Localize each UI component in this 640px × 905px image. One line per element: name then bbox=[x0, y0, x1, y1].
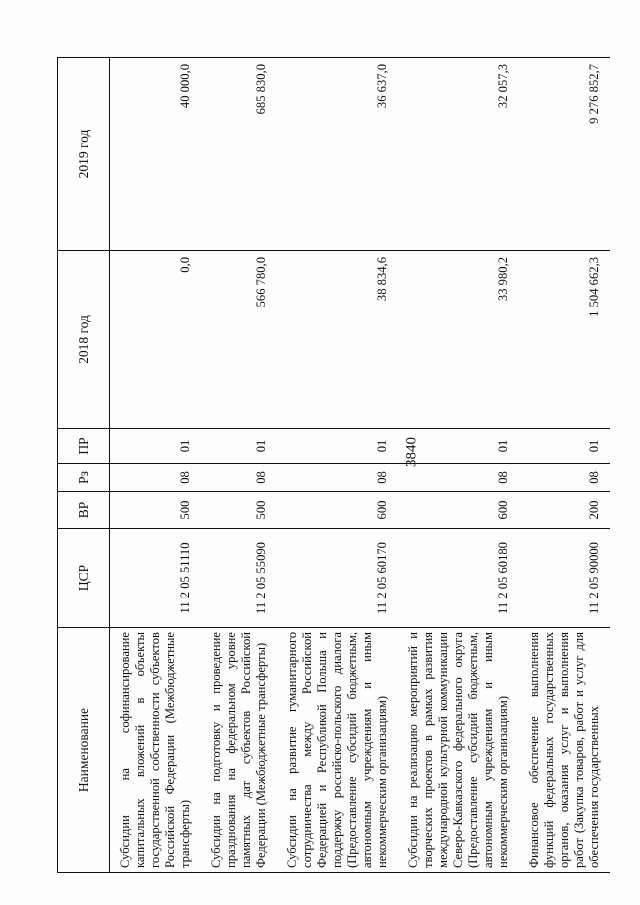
row-name: Субсидии на развитие гуманитарного сотрудничества между Российской Федерацией и Республикой Польша и поддержку российско-польского диалога (Предоставление субсидий бюджетным, автономным учреждениям и иным некоммерческим организациям) bbox=[277, 628, 398, 873]
header-2019: 2019 год bbox=[58, 58, 110, 251]
row-pr: 01 bbox=[398, 429, 519, 464]
row-rz: 08 bbox=[201, 464, 277, 492]
row-pr: 01 bbox=[519, 429, 610, 464]
row-pr: 01 bbox=[201, 429, 277, 464]
row-vr: 200 bbox=[519, 492, 610, 529]
row-pr: 01 bbox=[277, 429, 398, 464]
row-vr: 500 bbox=[110, 492, 202, 529]
row-2019: 36 637,0 bbox=[277, 58, 398, 251]
row-2018: 1 504 662,3 bbox=[519, 251, 610, 429]
row-name: Субсидии на подготовку и проведение празднования на федеральном уровне памятных дат субъектов Российской Федерации (Межбюджетные трансферты) bbox=[201, 628, 277, 873]
row-rz: 08 bbox=[398, 464, 519, 492]
row-2019: 40 000,0 bbox=[110, 58, 202, 251]
row-csr: 11 2 05 90000 bbox=[519, 529, 610, 628]
row-csr: 11 2 05 55090 bbox=[201, 529, 277, 628]
table-row bbox=[519, 58, 610, 873]
row-rz: 08 bbox=[277, 464, 398, 492]
table-row bbox=[398, 58, 519, 873]
row-rz: 08 bbox=[519, 464, 610, 492]
header-name: Наименование bbox=[58, 628, 110, 873]
table-row bbox=[201, 58, 277, 873]
table-row bbox=[277, 58, 398, 873]
row-2019: 685 830,0 bbox=[201, 58, 277, 251]
row-2019: 9 276 852,7 bbox=[519, 58, 610, 251]
page-number: 3840 bbox=[403, 437, 420, 467]
table-header-row bbox=[58, 58, 110, 873]
row-csr: 11 2 05 60180 bbox=[398, 529, 519, 628]
row-csr: 11 2 05 60170 bbox=[277, 529, 398, 628]
header-2018: 2018 год bbox=[58, 251, 110, 429]
row-2018: 38 834,6 bbox=[277, 251, 398, 429]
row-vr: 600 bbox=[398, 492, 519, 529]
table-row bbox=[110, 58, 202, 873]
row-name: Финансовое обеспечение выполнения функций федеральных государственных органов, оказания услуг и выполнения работ (Закупка товаров, работ и услуг для обеспечения государственных bbox=[519, 628, 610, 873]
header-pr: ПР bbox=[58, 429, 110, 464]
row-name: Субсидии на реализацию мероприятий и творческих проектов в рамках развития международной культурной коммуникации Северо-Кавказского федерального округа (Предоставление субсидий бюджетным, автономным учреждениям и иным некоммерческим организациям) bbox=[398, 628, 519, 873]
header-vr: ВР bbox=[58, 492, 110, 529]
row-name: Субсидии на софинансирование капитальных вложений в объекты государственной собственности субъектов Российской Федерации (Межбюджетные трансферты) bbox=[110, 628, 202, 873]
header-csr: ЦСР bbox=[58, 529, 110, 628]
row-2019: 32 057,3 bbox=[398, 58, 519, 251]
rotated-table-wrapper bbox=[57, 58, 609, 873]
row-vr: 500 bbox=[201, 492, 277, 529]
row-vr: 600 bbox=[277, 492, 398, 529]
row-rz: 08 bbox=[110, 464, 202, 492]
header-rz: Рз bbox=[58, 464, 110, 492]
budget-table bbox=[57, 57, 610, 873]
row-2018: 33 980,2 bbox=[398, 251, 519, 429]
row-csr: 11 2 05 51110 bbox=[110, 529, 202, 628]
row-2018: 0,0 bbox=[110, 251, 202, 429]
row-pr: 01 bbox=[110, 429, 202, 464]
row-2018: 566 780,0 bbox=[201, 251, 277, 429]
